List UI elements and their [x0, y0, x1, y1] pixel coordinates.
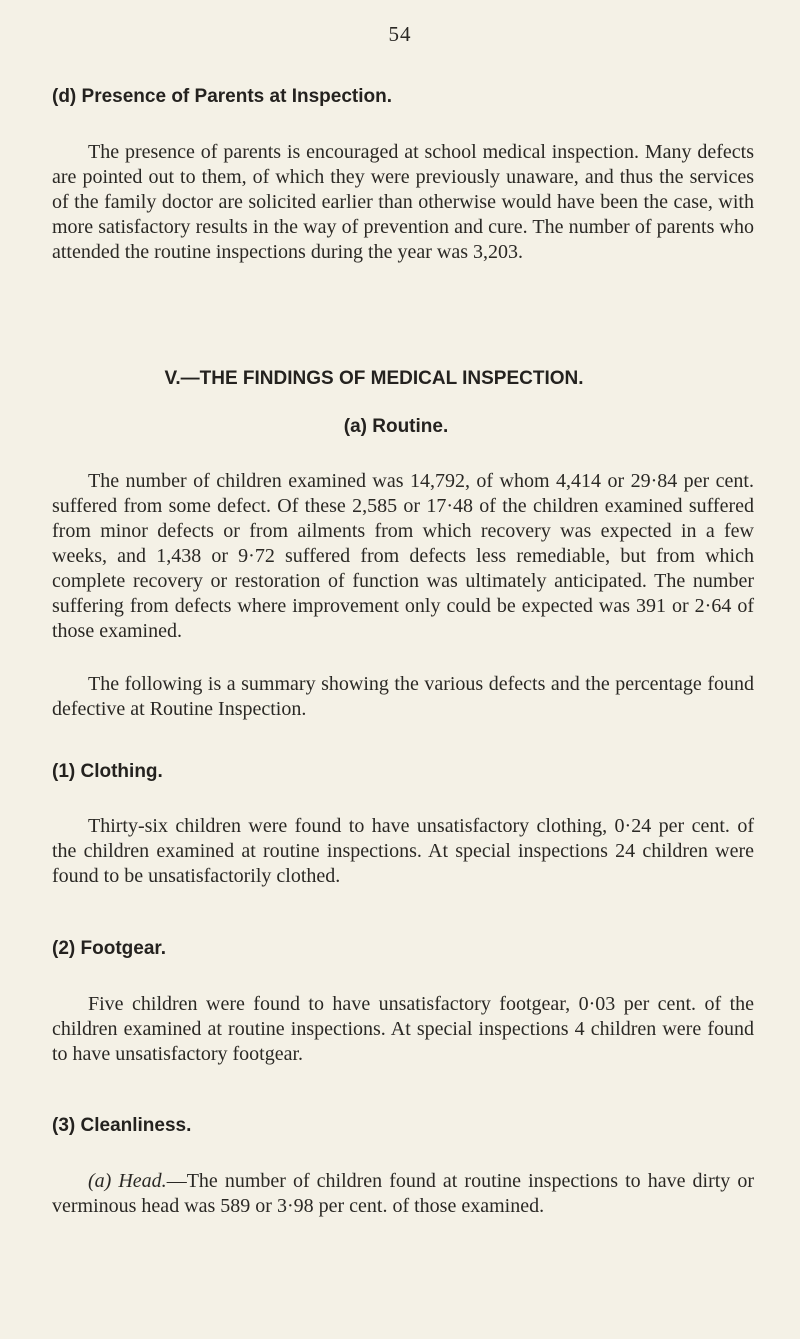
- head-label: (a) Head.: [88, 1170, 167, 1192]
- paragraph-summary-intro: The following is a summary showing the various defects and the percentage found defective at Routine Inspection.: [52, 673, 754, 720]
- head-text: —The number of children found at routine inspections to have dirty or verminous head was 589 or 3·98 per cent. of those examined.: [52, 1170, 754, 1217]
- subheading-routine-text: (a) Routine.: [343, 416, 449, 437]
- page-number: 54: [388, 22, 412, 46]
- subheading-routine: [0, 416, 800, 438]
- heading-footgear: (2) Footgear.: [52, 938, 167, 959]
- paragraph-footgear: Five children were found to have unsatisfactory footgear, 0·03 per cent. of the children examined at routine inspections. At special inspections 4 children were found to have unsatisfactory footgear.: [52, 993, 754, 1065]
- paragraph-head-cleanliness: [52, 1169, 754, 1219]
- paragraph-routine-findings: The number of children examined was 14,792, of whom 4,414 or 29·84 per cent. suffered from some defect. Of these 2,585 or 17·48 of the children examined suffered from minor defects or from ailments from which recovery was expected in a few weeks, and 1,438 or 9·72 suffered from defects less remediable, but from which complete recovery or restoration of function was ultimately anticipated. The number suffering from defects where improvement only could be expected was 391 or 2·64 of those examined.: [52, 470, 754, 642]
- heading-cleanliness: (3) Cleanliness.: [52, 1115, 192, 1136]
- section-heading-findings-text: V.—THE FINDINGS OF MEDICAL INSPECTION.: [164, 368, 584, 389]
- paragraph-clothing: Thirty-six children were found to have unsatisfactory clothing, 0·24 per cent. of the children examined at routine inspections. At special inspections 24 children were found to be unsatisfactorily clothed.: [52, 815, 754, 887]
- paragraph-presence-of-parents: The presence of parents is encouraged at school medical inspection. Many defects are pointed out to them, of which they were previously unaware, and thus the services of the family doctor are solicited earlier than otherwise would have been the case, with more satisfactory results in the way of prevention and cure. The number of parents who attended the routine inspections during the year was 3,203.: [52, 141, 754, 263]
- section-heading-findings: [0, 368, 800, 390]
- heading-clothing: (1) Clothing.: [52, 761, 163, 782]
- heading-presence-of-parents: (d) Presence of Parents at Inspection.: [52, 86, 392, 107]
